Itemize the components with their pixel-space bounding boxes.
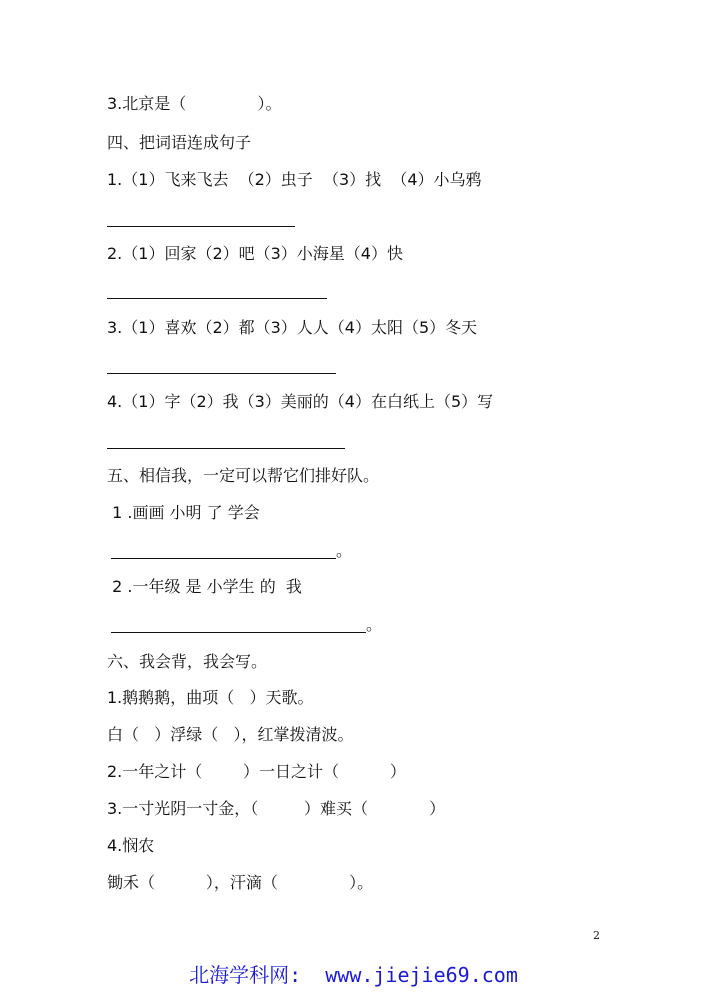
answer-line-6-period: 。 <box>366 615 383 634</box>
poem-4-title: 4.悯农 <box>107 836 155 855</box>
sentence-question-1: 1.（1）飞来飞去 （2）虫子 （3）找 （4）小乌鸦 <box>107 170 482 189</box>
poem-1-line-1: 1.鹅鹅鹅，曲项（ ）天歌。 <box>107 688 314 707</box>
reorder-question-1: 1 .画画 小明 了 学会 <box>107 503 260 522</box>
proverb-2: 2.一年之计（ ）一日之计（ ） <box>107 762 406 781</box>
site-footer: 北海学科网: www.jiejie69.com <box>189 963 518 987</box>
answer-line-5-period: 。 <box>336 541 353 560</box>
sentence-question-2: 2.（1）回家（2）吧（3）小海星（4）快 <box>107 244 403 263</box>
answer-line-3 <box>107 373 336 374</box>
section-5-heading: 五、相信我，一定可以帮它们排好队。 <box>107 466 380 485</box>
proverb-3: 3.一寸光阴一寸金，（ ）难买（ ） <box>107 799 446 818</box>
page-number: 2 <box>593 929 600 942</box>
sentence-question-4: 4.（1）字（2）我（3）美丽的（4）在白纸上（5）写 <box>107 392 494 411</box>
answer-line-6 <box>111 632 366 633</box>
fill-blank-3: 3.北京是（ ）。 <box>107 94 282 113</box>
sentence-question-3: 3.（1）喜欢（2）都（3）人人（4）太阳（5）冬天 <box>107 318 478 337</box>
answer-line-5 <box>111 558 336 559</box>
answer-line-2 <box>107 298 327 299</box>
section-6-heading: 六、我会背，我会写。 <box>107 652 268 671</box>
answer-line-4 <box>107 448 345 449</box>
section-4-heading: 四、把词语连成句子 <box>107 133 252 152</box>
poem-4-line-1: 锄禾（ ），汗滴（ ）。 <box>107 873 374 892</box>
poem-1-line-2: 白（ ）浮绿（ ），红掌拨清波。 <box>107 725 354 744</box>
reorder-question-2: 2 .一年级 是 小学生 的 我 <box>107 577 302 596</box>
answer-line-1 <box>107 226 295 227</box>
